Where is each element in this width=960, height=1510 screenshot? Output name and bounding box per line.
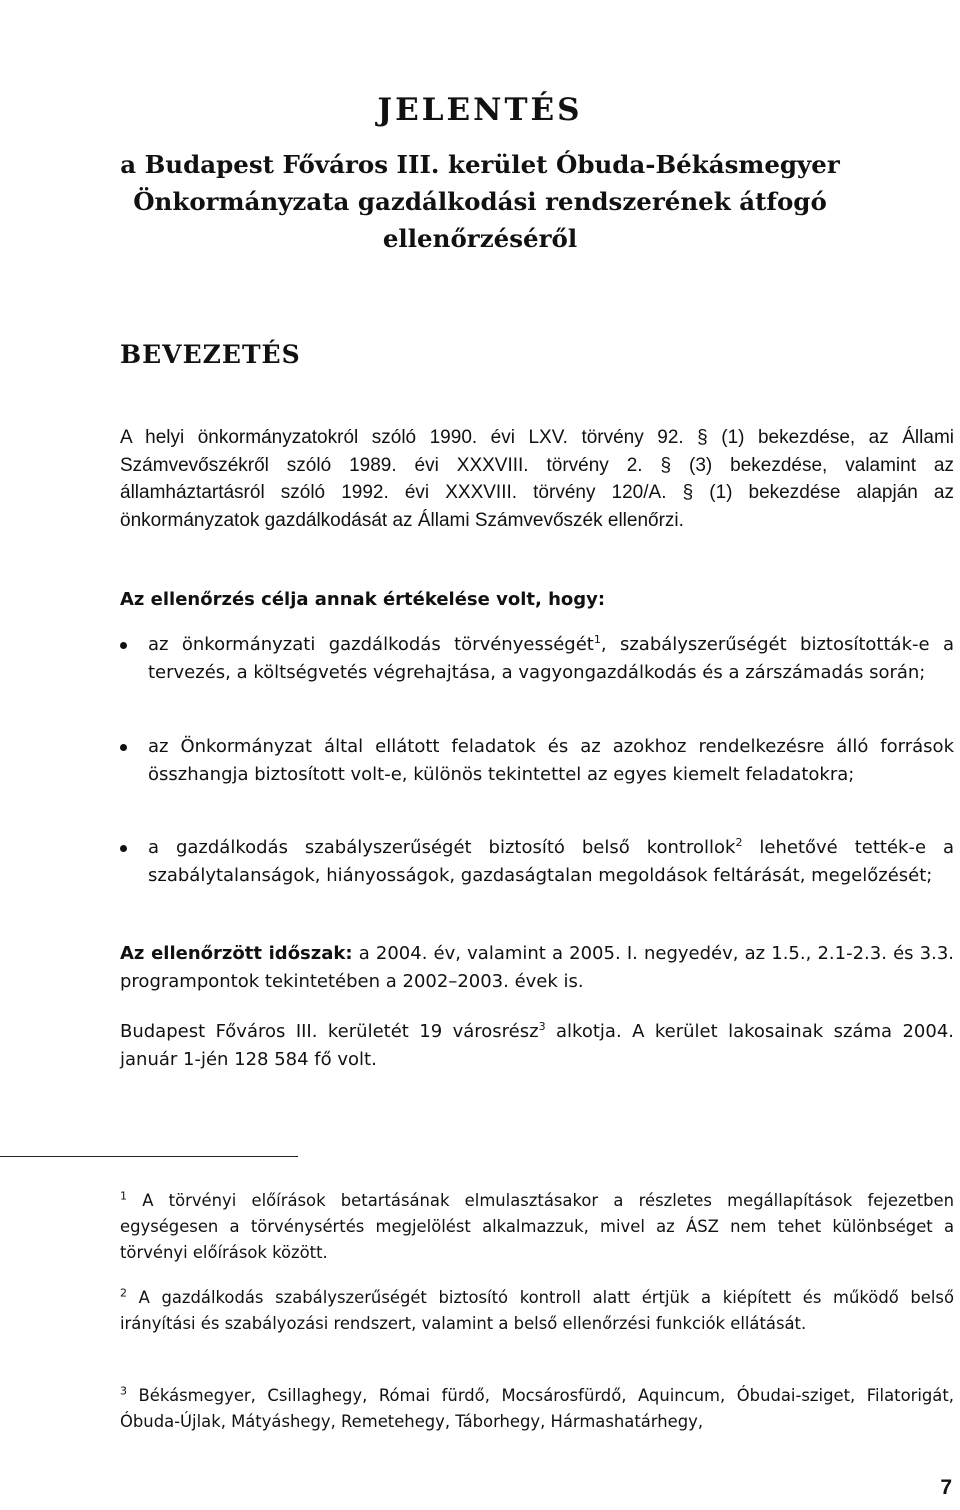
aim-bullet-item — [120, 631, 954, 687]
footnote — [120, 1285, 954, 1337]
district-paragraph — [120, 1018, 954, 1073]
footnote-text: A törvényi előírások betartásának elmulasztásakor a részletes megállapítások fejezetben egységesen a törvénysértés megjelölést alkalmazzuk, mivel az ÁSZ nem tehet különbséget a törvényi előírások között. — [120, 1191, 954, 1262]
introduction-paragraph: A helyi önkormányzatokról szóló 1990. évi LXV. törvény 92. § (1) bekezdése, az Állami Számvevőszékről szóló 1989. évi XXXVIII. törvény 2. § (3) bekezdése, valamint az államháztartásról szóló 1992. évi XXXVIII. törvény 120/A. § (1) bekezdése alapján az önkormányzatok gazdálkodását az Állami Számvevőszék ellenőrzi. — [120, 427, 954, 531]
page-number: 7 — [940, 1476, 952, 1499]
bullet-text: az Önkormányzat által ellátott feladatok és az azokhoz rendelkezésre álló források összhangja biztosított volt-e, különös tekintettel az egyes kiemelt feladatokra; — [148, 736, 954, 785]
footnote-reference[interactable]: 2 — [735, 836, 743, 849]
footnote-divider — [0, 1156, 298, 1157]
footnote — [120, 1188, 954, 1266]
footnote-number: 1 — [120, 1189, 127, 1203]
footnote — [120, 1383, 954, 1435]
footnote-reference[interactable]: 1 — [593, 633, 601, 646]
footnote-number: 3 — [120, 1384, 127, 1398]
aim-bullet-item — [120, 834, 954, 890]
report-subtitle — [60, 146, 900, 257]
bullet-icon — [120, 744, 127, 751]
district-text: Budapest Főváros III. kerületét 19 városrész — [120, 1021, 539, 1042]
subtitle-line: ellenőrzéséről — [382, 224, 578, 253]
bullet-icon — [120, 845, 127, 852]
bullet-text: a gazdálkodás szabályszerűségét biztosító belső kontrollok — [148, 837, 736, 858]
bullet-text: az önkormányzati gazdálkodás törvényességét — [148, 634, 594, 655]
district-text: alkotja. A kerület lakosainak száma 2004. január 1-jén 128 584 fő volt. — [120, 1021, 954, 1070]
audit-period-text: a 2004. év, valamint a 2005. I. negyedév, az 1.5., 2.1-2.3. és 3.3. programpontok tekintetében a 2002–2003. évek is. — [120, 943, 955, 992]
bullet-text: lehetővé tették-e a szabálytalanságok, hiányosságok, gazdaságtalan megoldások feltárását, megelőzését; — [148, 837, 954, 886]
aim-bullet-item — [120, 733, 954, 789]
footnote-number: 2 — [120, 1286, 127, 1300]
section-heading-introduction: BEVEZETÉS — [120, 340, 301, 369]
footnote-text: A gazdálkodás szabályszerűségét biztosító kontroll alatt értjük a kiépített és működő belső irányítási és szabályozási rendszert, valamint a belső ellenőrzési funkciók ellátását. — [120, 1288, 954, 1333]
subtitle-line: a Budapest Főváros III. kerület Óbuda-Békásmegyer — [120, 150, 840, 179]
bullet-icon — [120, 642, 127, 649]
subtitle-line: Önkormányzata gazdálkodási rendszerének átfogó — [133, 187, 827, 216]
footnote-reference[interactable]: 3 — [538, 1020, 546, 1033]
footnote-text: Békásmegyer, Csillaghegy, Római fürdő, Mocsárosfürdő, Aquincum, Óbudai-sziget, Filatorigát, Óbuda-Újlak, Mátyáshegy, Remetehegy, Táborhegy, Hármashatárhegy, — [120, 1386, 954, 1431]
bullet-text: , szabályszerűségét biztosították-e a tervezés, a költségvetés végrehajtása, a vagyongazdálkodás és a zárszámadás során; — [148, 634, 954, 683]
report-title: JELENTÉS — [377, 92, 583, 128]
audit-period-label: Az ellenőrzött időszak: — [120, 943, 353, 964]
aim-heading: Az ellenőrzés célja annak értékelése volt, hogy: — [120, 589, 606, 610]
audit-period-paragraph — [120, 940, 954, 995]
